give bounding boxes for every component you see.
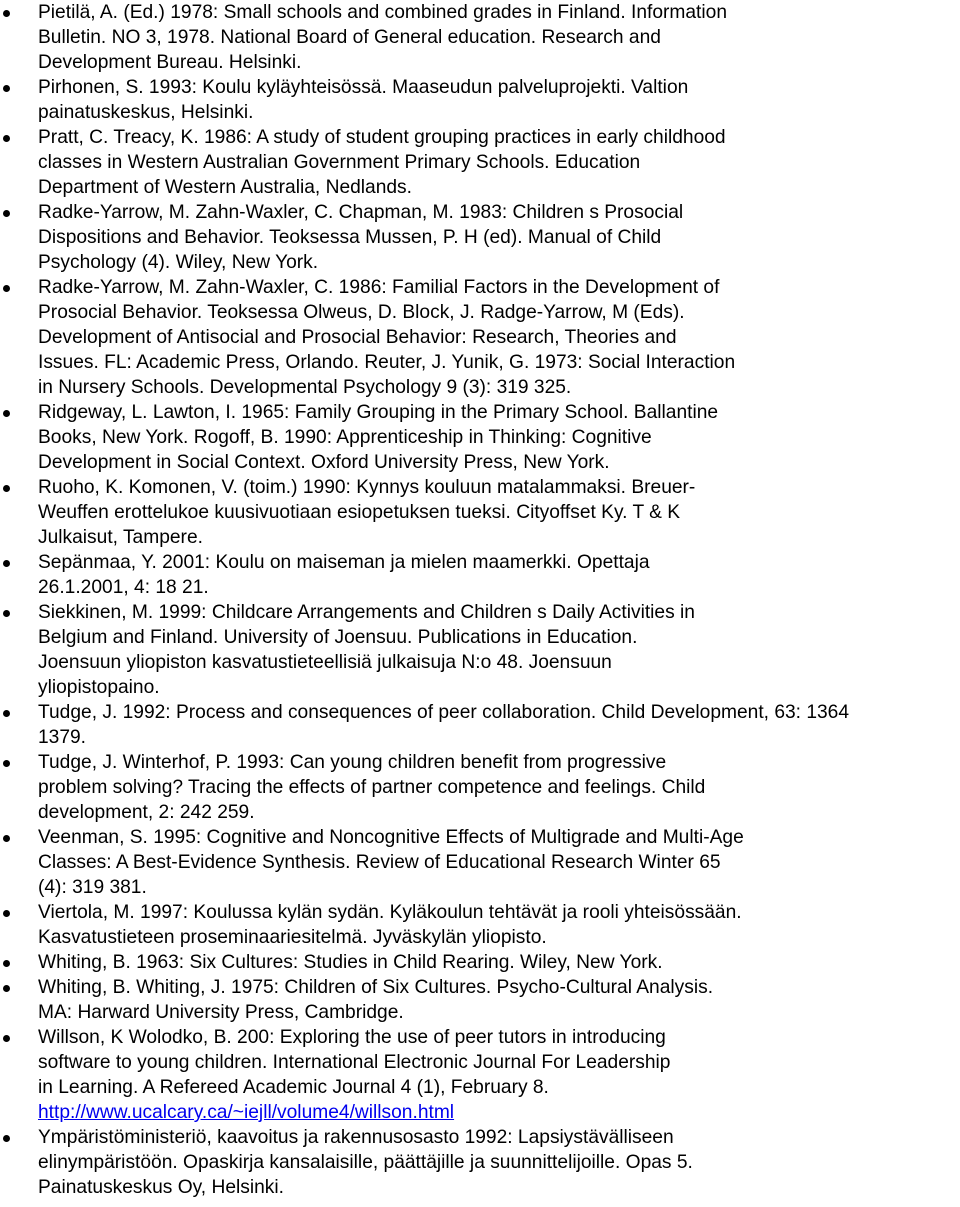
reference-item [0, 475, 960, 550]
reference-text-line: Pratt, C. Treacy, K. 1986: A study of student grouping practices in early childhood [38, 127, 726, 148]
bullet-icon [3, 610, 10, 617]
reference-item [0, 900, 960, 950]
reference-text-line: yliopistopaino. [38, 677, 160, 698]
reference-text-line: Classes: A Best-Evidence Synthesis. Review of Educational Research Winter 65 [38, 852, 721, 873]
reference-text-line: Ympäristöministeriö, kaavoitus ja rakennusosasto 1992: Lapsiystävälliseen [38, 1127, 674, 1148]
reference-text-line: Tudge, J. Winterhof, P. 1993: Can young children benefit from progressive [38, 752, 667, 773]
bullet-icon [3, 910, 10, 917]
reference-item [0, 200, 960, 275]
bullet-icon [3, 960, 10, 967]
bullet-icon [3, 760, 10, 767]
reference-text-line: Painatuskeskus Oy, Helsinki. [38, 1177, 284, 1198]
reference-item [0, 0, 960, 75]
reference-text-line: Radke-Yarrow, M. Zahn-Waxler, C. Chapman, M. 1983: Children s Prosocial [38, 202, 684, 223]
reference-text-line: Weuffen erottelukoe kuusivuotiaan esiopetuksen tueksi. Cityoffset Ky. T & K [38, 502, 681, 523]
reference-item [0, 825, 960, 900]
bullet-icon [3, 285, 10, 292]
reference-text-line: Tudge, J. 1992: Process and consequences of peer collaboration. Child Development, 63: 1364 [38, 702, 850, 723]
reference-item [0, 75, 960, 125]
reference-text-line: Development of Antisocial and Prosocial Behavior: Research, Theories and [38, 327, 677, 348]
reference-text-line: Whiting, B. Whiting, J. 1975: Children of Six Cultures. Psycho-Cultural Analysis. [38, 977, 714, 998]
bullet-icon [3, 210, 10, 217]
reference-item [0, 550, 960, 600]
bullet-icon [3, 985, 10, 992]
reference-item [0, 125, 960, 200]
bullet-icon [3, 1135, 10, 1142]
reference-text-line: Whiting, B. 1963: Six Cultures: Studies in Child Rearing. Wiley, New York. [38, 952, 663, 973]
reference-text-line: Development in Social Context. Oxford University Press, New York. [38, 452, 610, 473]
reference-text-line: 26.1.2001, 4: 18 21. [38, 577, 209, 598]
reference-text-line: Kasvatustieteen proseminaariesitelmä. Jyväskylän yliopisto. [38, 927, 547, 948]
bullet-icon [3, 710, 10, 717]
reference-text-line: in Nursery Schools. Developmental Psychology 9 (3): 319 325. [38, 377, 572, 398]
reference-text-line: Radke-Yarrow, M. Zahn-Waxler, C. 1986: Familial Factors in the Development of [38, 277, 720, 298]
reference-text-line: MA: Harward University Press, Cambridge. [38, 1002, 404, 1023]
reference-link-line [38, 1100, 956, 1125]
reference-item [0, 750, 960, 825]
reference-text-line: elinympäristöön. Opaskirja kansalaisille, päättäjille ja suunnittelijoille. Opas 5. [38, 1152, 693, 1173]
reference-text-line: Julkaisut, Tampere. [38, 527, 203, 548]
reference-text-line: development, 2: 242 259. [38, 802, 255, 823]
reference-text-line: Pirhonen, S. 1993: Koulu kyläyhteisössä. Maaseudun palveluprojekti. Valtion [38, 77, 689, 98]
reference-text-line: Psychology (4). Wiley, New York. [38, 252, 319, 273]
bullet-icon [3, 1035, 10, 1042]
reference-text-line: in Learning. A Refereed Academic Journal 4 (1), February 8. [38, 1077, 549, 1098]
reference-text-line: software to young children. International Electronic Journal For Leadership [38, 1052, 671, 1073]
bullet-icon [3, 410, 10, 417]
reference-item [0, 1025, 960, 1125]
reference-text-line: Sepänmaa, Y. 2001: Koulu on maiseman ja mielen maamerkki. Opettaja [38, 552, 650, 573]
reference-text-line: Willson, K Wolodko, B. 200: Exploring the use of peer tutors in introducing [38, 1027, 666, 1048]
reference-item [0, 975, 960, 1025]
reference-text-line: Department of Western Australia, Nedlands. [38, 177, 412, 198]
reference-text-line: Joensuun yliopiston kasvatustieteellisiä julkaisuja N:o 48. Joensuun [38, 652, 612, 673]
reference-item [0, 275, 960, 400]
reference-text-line: 1379. [38, 727, 87, 748]
reference-text-line: Prosocial Behavior. Teoksessa Olweus, D. Block, J. Radge-Yarrow, M (Eds). [38, 302, 685, 323]
reference-text-line: Ruoho, K. Komonen, V. (toim.) 1990: Kynnys kouluun matalammaksi. Breuer- [38, 477, 696, 498]
bullet-icon [3, 135, 10, 142]
bullet-icon [3, 485, 10, 492]
reference-text-line: Dispositions and Behavior. Teoksessa Mussen, P. H (ed). Manual of Child [38, 227, 662, 248]
reference-text-line: Bulletin. NO 3, 1978. National Board of General education. Research and [38, 27, 661, 48]
bullet-icon [3, 85, 10, 92]
reference-text-line: problem solving? Tracing the effects of partner competence and feelings. Child [38, 777, 706, 798]
reference-text-line: (4): 319 381. [38, 877, 147, 898]
reference-text-line: Ridgeway, L. Lawton, I. 1965: Family Grouping in the Primary School. Ballantine [38, 402, 719, 423]
bullet-icon [3, 10, 10, 17]
reference-item [0, 1125, 960, 1200]
reference-text-line: Siekkinen, M. 1999: Childcare Arrangements and Children s Daily Activities in [38, 602, 695, 623]
reference-text-line: painatuskeskus, Helsinki. [38, 102, 254, 123]
reference-text-line: Development Bureau. Helsinki. [38, 52, 302, 73]
reference-text-line: classes in Western Australian Government Primary Schools. Education [38, 152, 641, 173]
reference-item [0, 950, 960, 975]
reference-text-line: Viertola, M. 1997: Koulussa kylän sydän. Kyläkoulun tehtävät ja rooli yhteisössään. [38, 902, 742, 923]
reference-text-line: Issues. FL: Academic Press, Orlando. Reuter, J. Yunik, G. 1973: Social Interaction [38, 352, 736, 373]
reference-item [0, 400, 960, 475]
reference-link[interactable]: http://www.ucalcary.ca/~iejll/volume4/willson.html [38, 1102, 455, 1123]
reference-text-line: Veenman, S. 1995: Cognitive and Noncognitive Effects of Multigrade and Multi-Age [38, 827, 744, 848]
reference-text-line: Books, New York. Rogoff, B. 1990: Apprenticeship in Thinking: Cognitive [38, 427, 652, 448]
reference-text-line: Belgium and Finland. University of Joensuu. Publications in Education. [38, 627, 638, 648]
bullet-icon [3, 560, 10, 567]
reference-item [0, 700, 960, 750]
bullet-icon [3, 835, 10, 842]
reference-item [0, 600, 960, 700]
reference-text-line: Pietilä, A. (Ed.) 1978: Small schools and combined grades in Finland. Information [38, 2, 727, 23]
